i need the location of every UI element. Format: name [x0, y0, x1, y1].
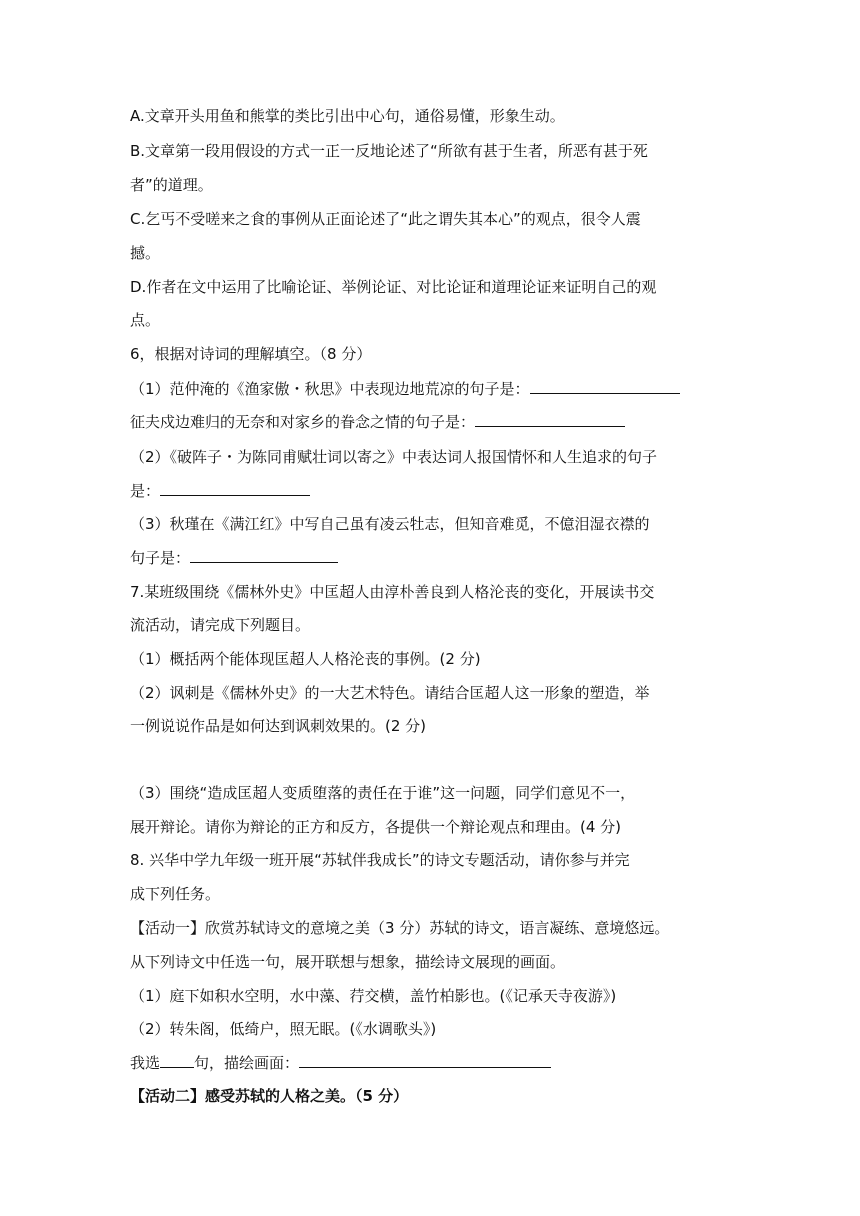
option-b-line1: B.文章第一段用假设的方式一正一反地论述了“所欲有甚于生者，所恶有甚于死: [130, 142, 648, 160]
option-a: A.文章开头用鱼和熊掌的类比引出中心句，通俗易懂，形象生动。: [130, 107, 565, 125]
option-c-line1: C.乞丐不受嗟来之食的事例从正面论述了“此之谓失其本心”的观点，很令人震: [130, 210, 641, 228]
question-8-line2: 成下列任务。: [130, 885, 221, 903]
option-d-line2: 点。: [130, 311, 161, 329]
answer-blank[interactable]: [530, 379, 680, 394]
question-6-3-line2: [130, 547, 338, 569]
question-7-1: （1）概括两个能体现匡超人人格沦丧的事例。(2 分): [130, 650, 481, 668]
activity-1-item2: （2）转朱阁，低绮户，照无眠。(《水调歌头》): [130, 1020, 437, 1038]
question-7-2-line1: （2）讽刺是《儒林外史》的一大艺术特色。请结合匡超人这一形象的塑造，举: [130, 684, 650, 702]
describe-blank[interactable]: [299, 1053, 551, 1068]
question-6-1-line1: [130, 378, 680, 400]
choose-line: [130, 1052, 551, 1074]
activity-2-title: 【活动二】感受苏轼的人格之美。（5 分）: [130, 1087, 409, 1105]
activity-1-line2: 从下列诗文中任选一句，展开联想与想象，描绘诗文展现的画面。: [130, 953, 566, 971]
answer-blank[interactable]: [160, 481, 310, 496]
question-7-2-line2: 一例说说作品是如何达到讽刺效果的。(2 分): [130, 717, 427, 735]
option-c-line2: 撼。: [130, 244, 161, 262]
question-6-1-text: （1）范仲淹的《渔家傲・秋思》中表现边地荒凉的句子是：: [130, 380, 530, 398]
choice-blank[interactable]: [160, 1053, 194, 1068]
question-6-3-text: 句子是：: [130, 549, 191, 567]
answer-blank[interactable]: [190, 548, 338, 563]
question-8-line1: 8. 兴华中学九年级一班开展“苏轼伴我成长”的诗文专题活动，请你参与并完: [130, 851, 630, 869]
option-d-line1: D.作者在文中运用了比喻论证、举例论证、对比论证和道理论证来证明自己的观: [130, 278, 657, 296]
option-b-line2: 者”的道理。: [130, 176, 213, 194]
question-7-line1: 7.某班级围绕《儒林外史》中匡超人由淳朴善良到人格沦丧的变化，开展读书交: [130, 583, 655, 601]
question-6-2-text: 是：: [130, 482, 161, 500]
question-7-line2: 流活动，请完成下列题目。: [130, 616, 311, 634]
question-6-title: 6，根据对诗词的理解填空。（8 分）: [130, 345, 372, 363]
question-7-3-line2: 展开辩论。请你为辩论的正方和反方，各提供一个辩论观点和理由。(4 分): [130, 818, 622, 836]
question-6-1-line2: [130, 411, 625, 433]
describe-label: 句，描绘画面：: [194, 1054, 300, 1072]
answer-blank[interactable]: [475, 412, 625, 427]
question-6-3-line1: （3）秋瑾在《满江红》中写自己虽有凌云牡志，但知音难觅，不億泪湿衣襟的: [130, 515, 650, 533]
question-7-3-line1: （3）围绕“造成匡超人变质堕落的责任在于谁”这一问题，同学们意见不一，: [130, 784, 636, 802]
question-6-1-text2: 征夫戍边难归的无奈和对家乡的眷念之情的句子是：: [130, 413, 476, 431]
activity-1-item1: （1）庭下如积水空明，水中藻、荇交横，盖竹柏影也。(《记承天寺夜游》): [130, 987, 617, 1005]
choose-label: 我选: [130, 1054, 161, 1072]
activity-1-line1: 【活动一】欣赏苏轼诗文的意境之美（3 分）苏轼的诗文，语言凝练、意境悠远。: [130, 919, 670, 937]
question-6-2-line1: （2）《破阵子・为陈同甫赋壮词以寄之》中表达词人报国情怀和人生追求的句子: [130, 448, 658, 466]
question-6-2-line2: [130, 480, 310, 502]
